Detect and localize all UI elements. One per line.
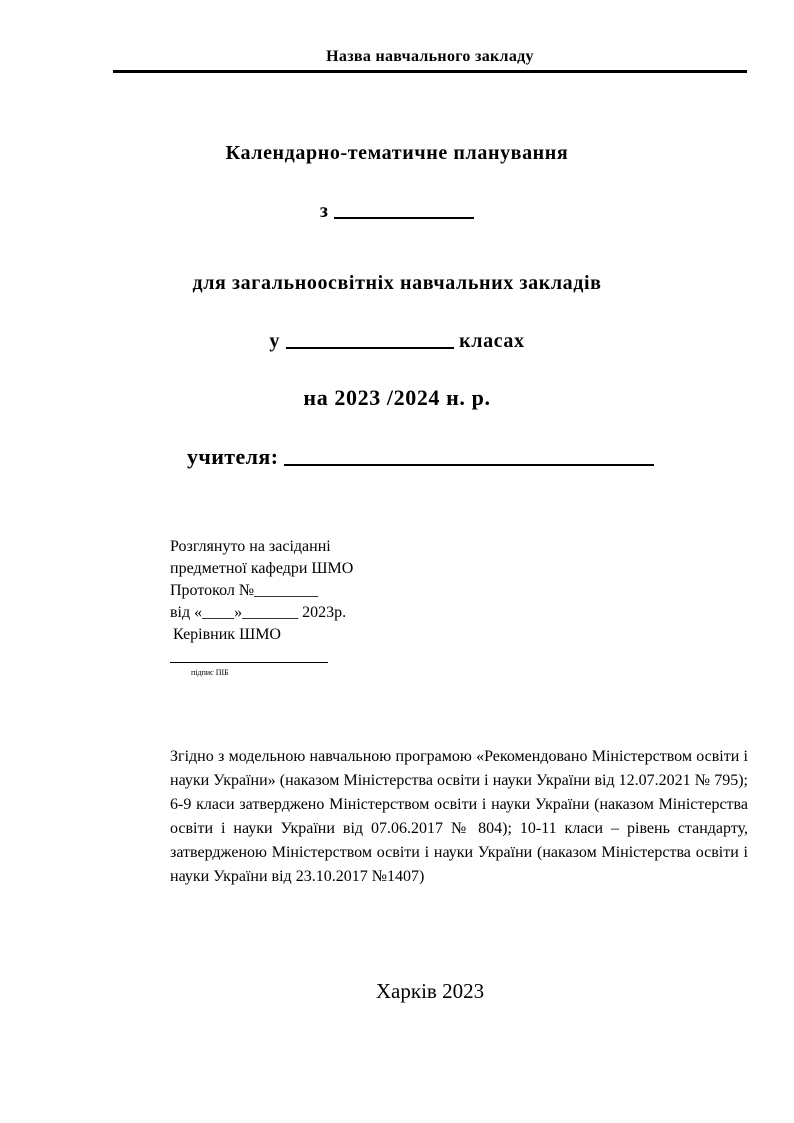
city-year: Харків 2023: [375, 979, 485, 1003]
review-head: Керівник ШМО: [173, 626, 281, 643]
grades-blank: [286, 347, 454, 349]
subject-prefix: з: [319, 200, 329, 222]
review-protocol: Протокол №________: [170, 582, 319, 599]
audience-line: для загальноосвітніх навчальних закладів: [192, 272, 602, 294]
teacher-line: [187, 444, 654, 470]
grades-line: [0, 330, 794, 353]
school-year: 2023 /2024: [334, 385, 441, 410]
review-block: [170, 536, 353, 646]
subject-blank: [334, 217, 474, 219]
institution-name: Назва навчального закладу: [326, 48, 534, 65]
signature-caption: підпис ПІБ: [191, 668, 229, 677]
year-prefix: на: [303, 385, 329, 410]
header-divider: [113, 70, 747, 73]
school-year-line: [0, 385, 794, 411]
review-date: від «____»_______ 2023р.: [170, 604, 347, 621]
teacher-blank: [284, 464, 654, 466]
review-line-2: предметної кафедри ШМО: [170, 560, 354, 577]
subject-line: [0, 200, 794, 223]
document-title: Календарно-тематичне планування: [225, 142, 569, 164]
review-line-1: Розглянуто на засіданні: [170, 538, 331, 555]
grades-prefix: у: [269, 330, 280, 352]
signature-line: [170, 662, 328, 663]
curriculum-basis: Згідно з модельною навчальною програмою «Рекомендовано Міністерством освіти і науки України» (наказом Міністерства освіти і науки України від 12.07.2021 № 795); 6-9 класи затверджено Міністерством освіти і науки України (наказом Міністерства освіти і науки України від 07.06.2017 № 804); 10-11 класи – рівень стандарту, затвердженою Міністерством освіти і науки України (наказом Міністерства освіти і науки України від 23.10.2017 №1407): [170, 748, 748, 885]
year-suffix: н. р.: [446, 385, 491, 410]
teacher-label: учителя:: [187, 444, 279, 469]
grades-suffix: класах: [459, 330, 525, 352]
